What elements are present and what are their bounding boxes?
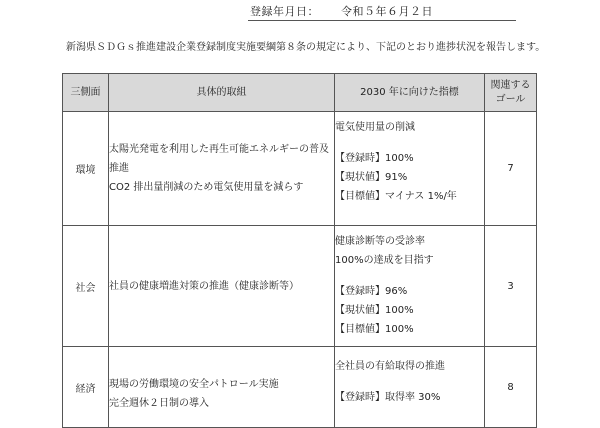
side-cell: 社会	[63, 226, 109, 347]
table-row	[63, 347, 537, 428]
indicator-registered: 【登録時】96%	[335, 286, 408, 297]
indicator-title: 全社員の有給取得の推進	[335, 361, 445, 372]
indicator-target: 【目標値】マイナス 1%/年	[335, 191, 457, 202]
header-rule	[248, 20, 516, 21]
indicator-title: 健康診断等の受診率	[335, 236, 425, 247]
intro-text: 新潟県ＳＤＧｓ推進建設企業登録制度実施要綱第８条の規定により、下記のとおり進捗状況を報告します。	[66, 42, 546, 53]
effort-line: 社員の健康増進対策の推進（健康診断等）	[109, 280, 299, 292]
effort-cell	[109, 226, 335, 347]
effort-cell	[109, 112, 335, 226]
header-indicator: 2030 年に向けた指標	[335, 74, 485, 112]
goal-cell: 3	[485, 226, 537, 347]
registration-date-line	[250, 3, 433, 19]
indicator-cell	[335, 347, 485, 428]
effort-line: 完全週休２日制の導入	[109, 398, 209, 409]
table-header-row	[63, 74, 537, 112]
indicator-title: 電気使用量の削減	[335, 122, 415, 133]
header-goal-line2: ゴール	[495, 93, 526, 105]
registration-date-label: 登録年月日：	[250, 5, 319, 18]
indicator-current: 【現状値】100%	[335, 305, 414, 316]
header-side: 三側面	[63, 74, 109, 112]
table-row	[63, 112, 537, 226]
header-goal-line1: 関連する	[490, 79, 531, 91]
effort-line: 推進	[109, 163, 129, 174]
header-effort: 具体的取組	[109, 74, 335, 112]
indicator-cell	[335, 112, 485, 226]
progress-table	[62, 73, 537, 428]
effort-cell	[109, 347, 335, 428]
header-goal	[485, 74, 537, 112]
registration-date-value: 令和５年６月２日	[341, 5, 433, 18]
effort-line: 太陽光発電を利用した再生可能エネルギーの普及	[109, 144, 329, 155]
table-row	[63, 226, 537, 347]
indicator-current: 【現状値】91%	[335, 172, 408, 183]
indicator-registered: 【登録時】取得率 30%	[335, 392, 441, 403]
side-cell: 経済	[63, 347, 109, 428]
indicator-subtitle: 100%の達成を目指す	[335, 255, 434, 266]
goal-cell: 7	[485, 112, 537, 226]
indicator-registered: 【登録時】100%	[335, 153, 414, 164]
goal-cell: 8	[485, 347, 537, 428]
indicator-cell	[335, 226, 485, 347]
effort-line: CO2 排出量削減のため電気使用量を減らす	[109, 182, 304, 193]
effort-line: 現場の労働環境の安全パトロール実施	[109, 379, 279, 390]
indicator-target: 【目標値】100%	[335, 324, 414, 335]
side-cell: 環境	[63, 112, 109, 226]
